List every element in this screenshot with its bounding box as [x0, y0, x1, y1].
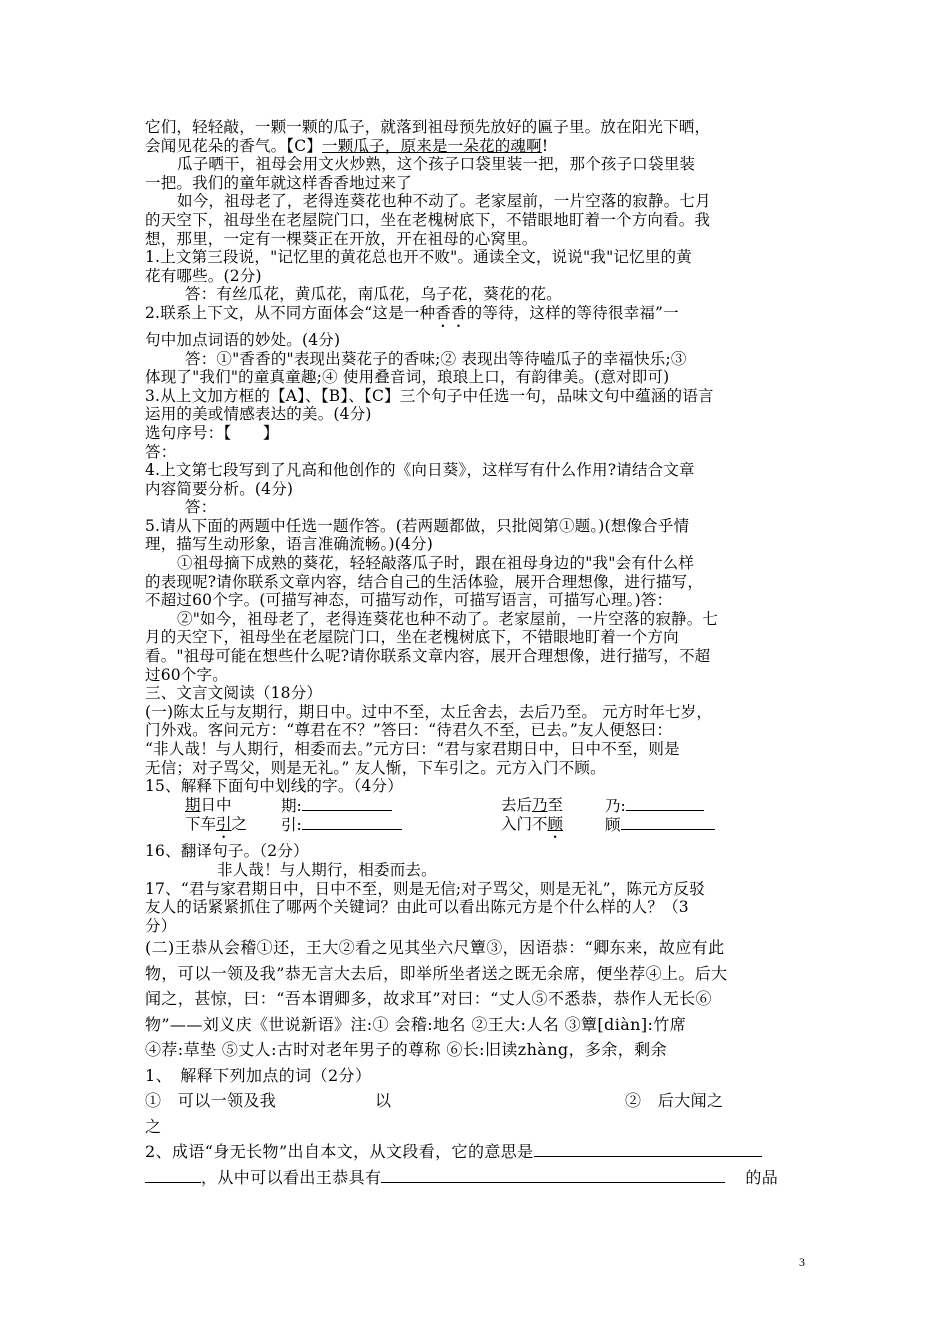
classical-text: 物”——刘义庆《世说新语》注:① 会稽:地名 ②王大:人名 ③簟[diàn]:竹席 — [145, 1014, 687, 1034]
question-2: 2.联系上下文，从不同方面体会“这是一种香香的等待，这样的等待很幸福”一 — [145, 303, 679, 322]
question-1b: 1、 解释下列加点的词（2分） — [145, 1065, 372, 1085]
question-1: 1.上文第三段说，"记忆里的黄花总也开不败"。通读全文，说说"我"记忆里的黄 — [145, 248, 692, 267]
text-line: 体现了"我们"的童真童趣;④ 使用叠音词，琅琅上口，有韵律美。(意对即可) — [145, 368, 670, 387]
question-16: 16、翻译句子。（2分） — [145, 842, 309, 861]
classical-text: ④荐:草垫 ⑤丈人:古时对老年男子的尊称 ⑥长:旧读zhàng，多余，剩余 — [145, 1040, 667, 1060]
text-line: 的天空下，祖母坐在老屋院门口，坐在老槐树底下，不错眼地盯着一个方向看。我 — [145, 210, 711, 229]
text-line: 运用的美或情感表达的美。(4分) — [145, 405, 372, 424]
classical-text: (二)王恭从会稽①还，王大②看之见其坐六尺簟③，因语恭：“卿东来，故应有此 — [145, 938, 725, 958]
question-4: 4.上文第七段写到了凡高和他创作的《向日葵》，这样写有什么作用?请结合文章 — [145, 461, 695, 480]
answer-blank[interactable] — [302, 815, 402, 830]
text-line: 会闻见花朵的香气。【C】一颗瓜子，原来是一朵花的魂啊! — [145, 136, 549, 155]
text-line: 内容简要分析。(4分) — [145, 479, 294, 498]
text-line: 过60个字。 — [145, 665, 228, 684]
text-line: 它们，轻轻敲，一颗一颗的瓜子，就落到祖母预先放好的匾子里。放在阳光下晒， — [145, 118, 711, 136]
text-line: 如今，祖母老了，老得连葵花也种不动了。老家屋前，一片空落的寂静。七月 — [177, 192, 711, 211]
question-5: 5.请从下面的两题中任选一题作答。(若两题都做，只批阅第①题。)(想像合乎情 — [145, 516, 690, 535]
dotted-word: 香香 — [435, 303, 467, 322]
classical-text: “非人哉！与人期行，相委而去。”元方曰：“君与家君期日中，日中不至，则是 — [145, 740, 680, 758]
text-line: ① 可以一领及我 以 ② 后大闻之 — [145, 1091, 724, 1111]
classical-text: 物，可以一领及我”恭无言大去后，即举所坐者送之既无余席，便坐荐④上。后大 — [145, 963, 728, 983]
text-line: 月的天空下，祖母坐在老屋院门口，坐在老槐树底下，不错眼地盯着一个方向 — [145, 628, 679, 647]
classical-text: 闻之，甚惊，曰：“吾本谓卿多，故求耳”对曰：“丈人⑤不悉恭，恭作人无长⑥ — [145, 989, 712, 1009]
answer-blank[interactable] — [145, 1168, 201, 1183]
answer-2: 答：①"香香的"表现出葵花子的香味;② 表现出等待嗑瓜子的幸福快乐;③ — [185, 349, 687, 368]
text-line: 答： — [145, 442, 177, 461]
answer-blank[interactable] — [626, 796, 704, 811]
question-17: 17、“君与家君期日中，日中不至，则是无信;对子骂父，则是无礼”，陈元方反驳 — [145, 879, 705, 898]
text-line: 不超过60个字。(可描写神态，可描写动作，可描写语言，可描写心理。)答： — [145, 591, 673, 610]
text-line: 答： — [185, 498, 217, 517]
page-number: 3 — [799, 1255, 805, 1269]
text-line: 想，那里，一定有一棵葵正在开放，开在祖母的心窝里。 — [145, 229, 538, 248]
text-line: 句中加点词语的妙处。(4分) — [145, 330, 341, 349]
classical-text: 门外戏。客问元方：“尊君在不？”答曰：“待君久不至，已去。”友人便怒曰： — [145, 721, 673, 740]
q15-row: 下车引之 引: 入门不顾 顾 — [145, 815, 825, 842]
answer-blank[interactable] — [302, 796, 392, 811]
underlined-sentence: 一颗瓜子，原来是一朵花的魂啊 — [322, 136, 542, 155]
answer-1: 答：有丝瓜花，黄瓜花，南瓜花，乌子花，葵花的花。 — [185, 285, 562, 304]
text-line: ②"如今，祖母老了，老得连葵花也种不动了。老家屋前，一片空落的寂静。七 — [177, 609, 719, 628]
text-line: 之 — [145, 1116, 162, 1136]
classical-text: 无信；对子骂父，则是无礼。” 友人惭，下车引之。元方入门不顾。 — [145, 758, 606, 777]
text-line: 分） — [145, 916, 177, 935]
text-line: 选句序号：【 】 — [145, 423, 279, 442]
text-line: 的表现呢?请你联系文章内容，结合自己的生活体验，展开合理想像，进行描写， — [145, 572, 704, 591]
text-line: 看。"祖母可能在想些什么呢?请你联系文章内容，展开合理想像，进行描写，不超 — [145, 647, 711, 666]
document-page — [145, 118, 825, 1190]
classical-text: (一)陈太丘与友期行，期日中。过中不至，太丘舍去，去后乃至。 元方时年七岁， — [145, 702, 713, 721]
answer-blank[interactable] — [381, 1168, 725, 1183]
answer-blank[interactable] — [534, 1142, 762, 1157]
text-line: 非人哉！与人期行，相委而去。 — [217, 860, 437, 879]
q15-row: 期日中 期: 去后乃至 乃: — [145, 796, 825, 816]
classical-section-2 — [145, 935, 825, 1190]
text-line: 友人的话紧紧抓住了哪两个关键词？由此可以看出陈元方是个什么样的人？（3 — [145, 898, 689, 917]
question-2b: 2、成语“身无长物”出自本文，从文段看，它的意思是 — [145, 1139, 825, 1165]
text-line: ①祖母摘下成熟的葵花，轻轻敲落瓜子时，跟在祖母身边的"我"会有什么样 — [177, 554, 695, 573]
question-3: 3.从上文加方框的【A】、【B】、【C】三个句子中任选一句，品味文句中蕴涵的语言 — [145, 386, 714, 405]
section-heading: 三、文言文阅读（18分） — [145, 684, 323, 703]
answer-blank[interactable] — [621, 815, 715, 830]
text-line: 一把。我们的童年就这样香香地过来了 — [145, 173, 412, 192]
text-line: 瓜子晒干，祖母会用文火炒熟，这个孩子口袋里装一把，那个孩子口袋里装 — [177, 155, 696, 174]
question-15: 15、解释下面句中划线的字。（4分） — [145, 777, 403, 796]
text-line: 花有哪些。(2分) — [145, 266, 262, 285]
text-line: 理，描写生动形象，语言准确流畅。)(4分) — [145, 535, 433, 554]
text-line: ，从中可以看出王恭具有 的品 — [145, 1165, 825, 1191]
